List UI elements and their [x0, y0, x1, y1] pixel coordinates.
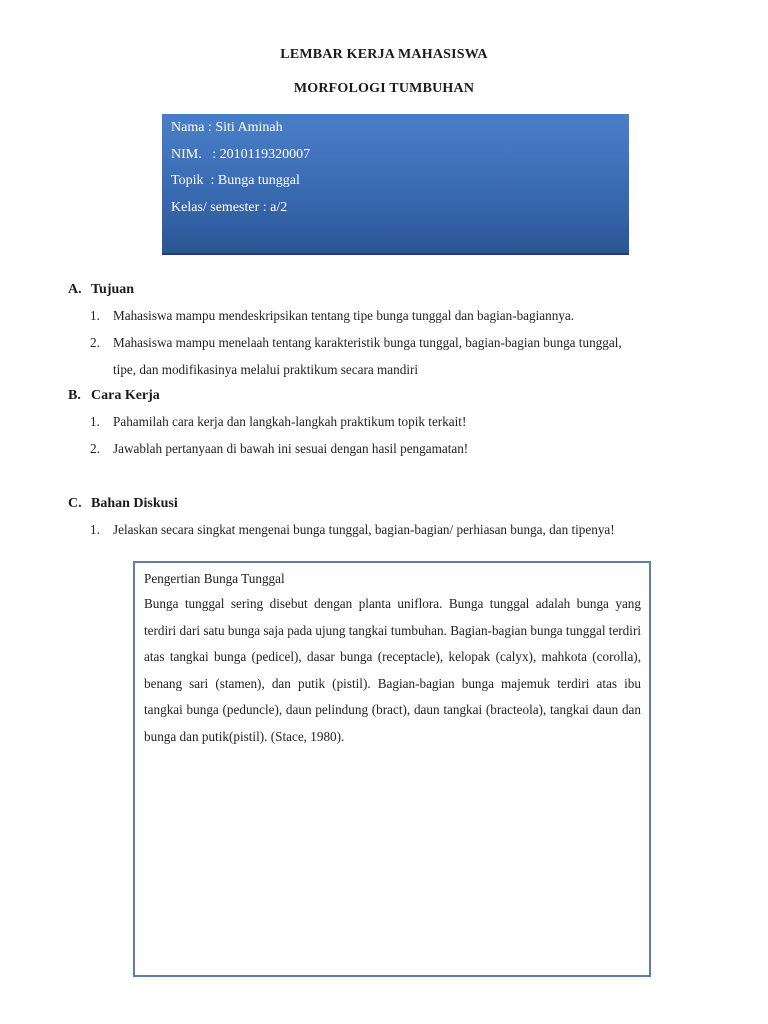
list-item-text: Mahasiswa mampu menelaah tentang karakteristik bunga tunggal, bagian-bagian bunga tunggal,	[113, 335, 622, 350]
section-c-title: Bahan Diskusi	[91, 496, 178, 511]
section-a-title: Tujuan	[91, 282, 135, 297]
answer-body: Bunga tunggal sering disebut dengan planta uniflora. Bunga tunggal adalah bunga yang terdiri dari satu bunga saja pada ujung tangkai tumbuhan. Bagian-bagian bunga tunggal terdiri atas tangkai bunga (pedicel), dasar bunga (receptacle), kelopak (calyx), mahkota (corolla), benang sari (stamen), dan putik (pistil). Bagian-bagian bunga majemuk terdiri atas ibu tangkai bunga (peduncle), daun pelindung (bract), daun tangkai (bracteola), tangkai daun dan bunga dan putik(pistil). (Stace, 1980).	[144, 596, 641, 744]
list-item-number: 1.	[90, 414, 100, 429]
worksheet-subtitle: MORFOLOGI TUMBUHAN	[293, 81, 475, 96]
class-semester: Kelas/ semester : a/2	[171, 199, 288, 215]
answer-box	[133, 561, 651, 977]
student-name: Nama : Siti Aminah	[171, 120, 283, 135]
list-item-number: 1.	[90, 522, 100, 537]
list-item-continuation: tipe, dan modifikasinya melalui praktikum secara mandiri	[113, 362, 419, 377]
list-item	[90, 308, 574, 324]
section-a-heading	[68, 282, 134, 298]
list-item-number: 2.	[90, 335, 100, 350]
list-item-text: Mahasiswa mampu mendeskripsikan tentang tipe bunga tunggal dan bagian-bagiannya.	[113, 308, 575, 323]
section-c-heading	[68, 496, 178, 512]
list-item	[90, 414, 466, 430]
list-item	[90, 441, 468, 457]
topic: Topik : Bunga tunggal	[171, 173, 300, 188]
student-nim: NIM. : 2010119320007	[171, 146, 311, 162]
list-item-number: 1.	[90, 308, 100, 323]
section-c-letter: C.	[68, 496, 82, 511]
list-item-text: Jelaskan secara singkat mengenai bunga tunggal, bagian-bagian/ perhiasan bunga, dan tipenya!	[113, 522, 615, 537]
section-b-title: Cara Kerja	[91, 388, 160, 403]
list-item	[90, 335, 622, 351]
list-item	[90, 522, 615, 538]
list-item-number: 2.	[90, 441, 100, 456]
student-identity-box	[162, 114, 629, 255]
worksheet-title: LEMBAR KERJA MAHASISWA	[280, 47, 488, 62]
answer-heading: Pengertian Bunga Tunggal	[144, 571, 285, 586]
list-item-text: Jawablah pertanyaan di bawah ini sesuai dengan hasil pengamatan!	[113, 441, 469, 456]
list-item-text: Pahamilah cara kerja dan langkah-langkah praktikum topik terkait!	[113, 414, 467, 429]
section-b-letter: B.	[68, 388, 81, 403]
section-b-heading	[68, 388, 160, 404]
section-a-letter: A.	[68, 282, 82, 297]
